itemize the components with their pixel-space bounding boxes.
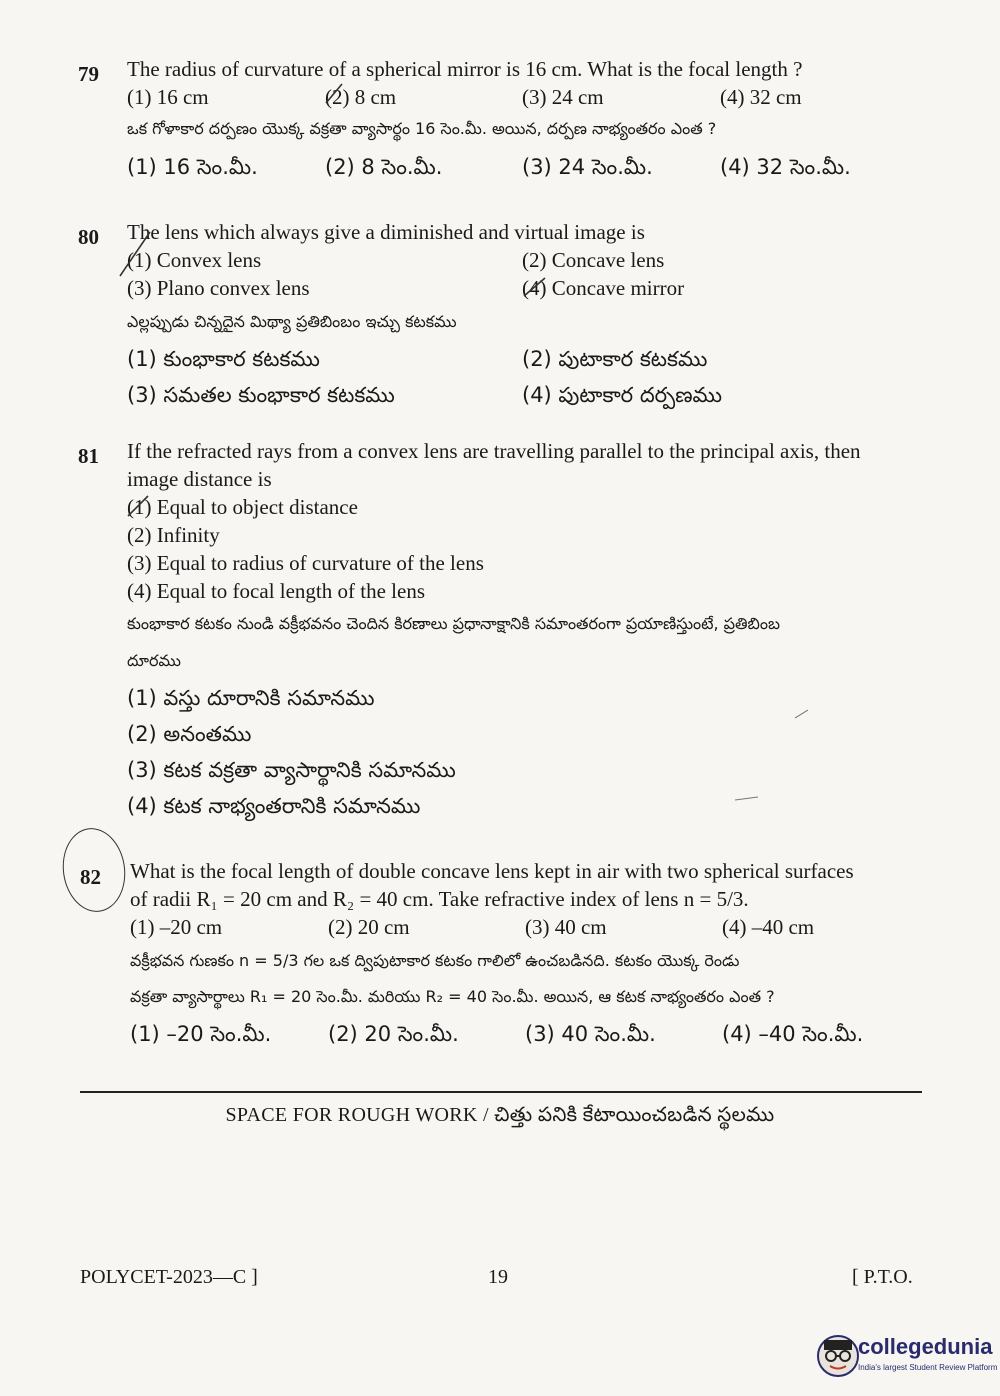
option-te-2: (2) పుటాకార కటకము: [522, 347, 708, 371]
rough-work-label: [0, 1104, 1000, 1131]
option-4: (4) 32 cm: [720, 85, 802, 109]
question-text-en: The lens which always give a diminished and virtual image is: [127, 220, 645, 244]
option-3: (3) 24 cm: [522, 85, 604, 109]
question-text-en-line2: of radii R₁ = 20 cm and R₂ = 40 cm. Take refractive index of lens n = 5/3.: [130, 887, 749, 911]
option-3: (3) 40 cm: [525, 915, 607, 939]
footer-pto: [ P.T.O.: [852, 1266, 913, 1288]
stray-mark: [795, 710, 808, 718]
option-te-1: (1) –20 సెం.మీ.: [130, 1022, 272, 1046]
question-text-te-line2: దూరము: [127, 651, 181, 670]
option-te-1: (1) 16 సెం.మీ.: [127, 155, 258, 179]
option-2: (2) 8 cm: [325, 85, 397, 109]
option-2: (2) Infinity: [127, 523, 220, 547]
pen-stroke-q81-1: [128, 496, 148, 516]
stray-mark: [735, 797, 758, 800]
option-3: (3) Plano convex lens: [127, 276, 310, 300]
question-number: 79: [78, 62, 99, 86]
option-1: (1) Equal to object distance: [127, 495, 358, 519]
question-number: 80: [78, 225, 99, 249]
option-4: (4) –40 cm: [722, 915, 815, 939]
pen-stroke-q80-4: [524, 278, 545, 296]
pen-stroke-q80-1: [120, 232, 150, 276]
option-te-3: (3) 24 సెం.మీ.: [522, 155, 653, 179]
question-text-te: ఎల్లప్పుడు చిన్నదైన మిథ్యా ప్రతిబింబం ఇచ్చు కటకము: [127, 312, 457, 331]
option-te-4: (4) పుటాకార దర్పణము: [522, 383, 723, 407]
logo-name: collegedunia: [858, 1334, 993, 1359]
option-te-1: (1) వస్తు దూరానికి సమానము: [127, 686, 375, 710]
question-text-te-line2: వక్రతా వ్యాసార్థాలు R₁ = 20 సెం.మీ. మరియు R₂ = 40 సెం.మీ. అయిన, ఆ కటక నాభ్యంతరం ఎంత ?: [130, 987, 775, 1006]
option-te-3: (3) సమతల కుంభాకార కటకము: [127, 383, 395, 407]
option-te-3: (3) కటక వక్రతా వ్యాసార్థానికి సమానము: [127, 758, 456, 782]
option-4: (4) Equal to focal length of the lens: [127, 579, 425, 603]
question-text-te: ఒక గోళాకార దర్పణం యొక్క వక్రతా వ్యాసార్థం 16 సెం.మీ. అయిన, దర్పణ నాభ్యంతరం ఎంత ?: [127, 119, 717, 138]
question-text-en-line2: image distance is: [127, 467, 272, 491]
option-te-1: (1) కుంభాకార కటకము: [127, 347, 320, 371]
question-text-en-line1: What is the focal length of double concave lens kept in air with two spherical surfaces: [130, 859, 854, 883]
option-te-2: (2) 8 సెం.మీ.: [325, 155, 443, 179]
option-te-4: (4) 32 సెం.మీ.: [720, 155, 851, 179]
question-number: 81: [78, 444, 99, 468]
logo-tagline: India's largest Student Review Platform: [858, 1363, 998, 1372]
option-te-2: (2) 20 సెం.మీ.: [328, 1022, 459, 1046]
footer-page-number: 19: [488, 1266, 508, 1288]
question-number: 82: [80, 865, 101, 889]
option-4: (4) Concave mirror: [522, 276, 685, 300]
question-text-te-line1: కుంభాకార కటకం నుండి వక్రీభవనం చెందిన కిరణాలు ప్రధానాక్షానికి సమాంతరంగా ప్రయాణిస్తుంటే, ప్రతిబింబ: [127, 614, 780, 633]
footer-exam-code: POLYCET-2023—C ]: [80, 1266, 258, 1288]
pen-stroke-q79: [326, 84, 342, 103]
question-text-te-line1: వక్రీభవన గుణకం n = 5/3 గల ఒక ద్విపుటాకార కటకం గాలిలో ఉంచబడినది. కటకం యొక్క రెండు: [130, 951, 740, 970]
rough-work-text: SPACE FOR ROUGH WORK / చిత్తు పనికి కేటాయించబడిన స్థలము: [225, 1104, 775, 1126]
option-1: (1) 16 cm: [127, 85, 209, 109]
option-te-4: (4) కటక నాభ్యంతరానికి సమానము: [127, 794, 421, 818]
option-te-4: (4) –40 సెం.మీ.: [722, 1022, 864, 1046]
option-te-3: (3) 40 సెం.మీ.: [525, 1022, 656, 1046]
option-1: (1) Convex lens: [127, 248, 262, 272]
question-text-en: The radius of curvature of a spherical mirror is 16 cm. What is the focal length ?: [127, 57, 803, 81]
option-3: (3) Equal to radius of curvature of the lens: [127, 551, 484, 575]
option-2: (2) Concave lens: [522, 248, 665, 272]
option-te-2: (2) అనంతము: [127, 722, 252, 746]
option-1: (1) –20 cm: [130, 915, 223, 939]
divider-line: [80, 1091, 922, 1093]
option-2: (2) 20 cm: [328, 915, 410, 939]
question-text-en-line1: If the refracted rays from a convex lens are travelling parallel to the principal axis, then: [127, 439, 861, 463]
